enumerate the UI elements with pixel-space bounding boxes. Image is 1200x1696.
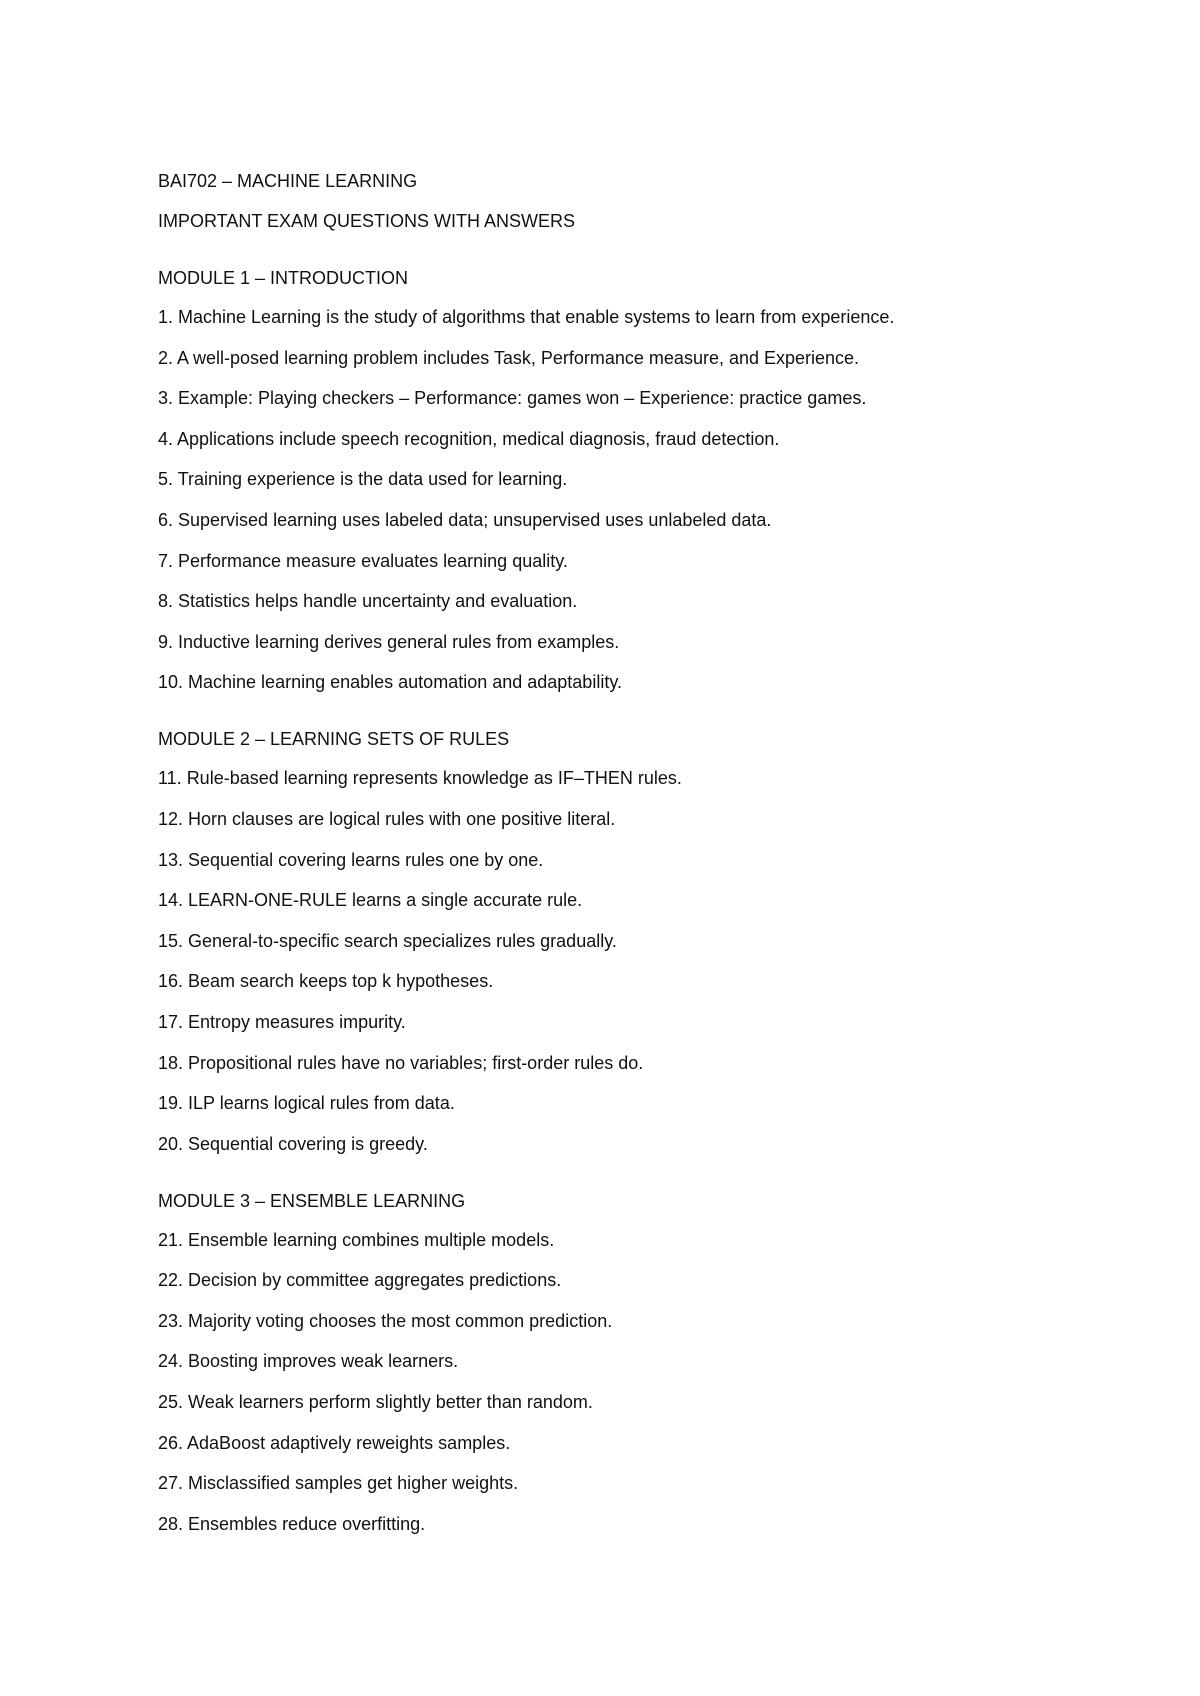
module-1-section [158,267,1118,693]
document-title: BAI702 – MACHINE LEARNING [158,171,418,191]
list-item: 21. Ensemble learning combines multiple models. [158,1229,555,1250]
list-item: 14. LEARN-ONE-RULE learns a single accurate rule. [158,890,583,911]
list-item: 16. Beam search keeps top k hypotheses. [158,971,494,992]
list-item: 8. Statistics helps handle uncertainty and evaluation. [158,591,578,612]
module-2-section [158,728,1118,1154]
list-item: 1. Machine Learning is the study of algorithms that enable systems to learn from experience. [158,307,895,327]
list-item: 19. ILP learns logical rules from data. [158,1093,455,1114]
document-subtitle: IMPORTANT EXAM QUESTIONS WITH ANSWERS [158,211,576,231]
list-item: 18. Propositional rules have no variables; first-order rules do. [158,1052,644,1073]
list-item: 10. Machine learning enables automation and adaptability. [158,672,622,693]
module-heading: MODULE 1 – INTRODUCTION [158,268,409,288]
list-item: 15. General-to-specific search specializes rules gradually. [158,930,617,951]
list-item: 28. Ensembles reduce overfitting. [158,1513,426,1534]
list-item: 5. Training experience is the data used for learning. [158,469,568,490]
list-item: 27. Misclassified samples get higher weights. [158,1473,519,1494]
list-item: 23. Majority voting chooses the most common prediction. [158,1310,613,1331]
module-heading: MODULE 3 – ENSEMBLE LEARNING [158,1190,466,1211]
list-item: 4. Applications include speech recognition, medical diagnosis, fraud detection. [158,428,780,449]
list-item: 24. Boosting improves weak learners. [158,1351,459,1372]
list-item: 11. Rule-based learning represents knowledge as IF–THEN rules. [158,768,682,789]
list-item: 17. Entropy measures impurity. [158,1011,406,1032]
list-item: 3. Example: Playing checkers – Performance: games won – Experience: practice games. [158,388,867,409]
module-3-section [158,1190,1118,1535]
list-item: 25. Weak learners perform slightly better than random. [158,1392,593,1413]
list-item: 2. A well-posed learning problem includes Task, Performance measure, and Experience. [158,347,860,368]
list-item: 22. Decision by committee aggregates predictions. [158,1270,562,1291]
list-item: 13. Sequential covering learns rules one by one. [158,849,544,870]
module-heading: MODULE 2 – LEARNING SETS OF RULES [158,729,510,750]
list-item: 20. Sequential covering is greedy. [158,1133,428,1154]
document-content [158,170,1118,1553]
list-item: 7. Performance measure evaluates learning quality. [158,550,568,571]
list-item: 12. Horn clauses are logical rules with one positive literal. [158,808,616,829]
list-item: 26. AdaBoost adaptively reweights samples. [158,1432,511,1453]
list-item: 9. Inductive learning derives general rules from examples. [158,631,620,652]
list-item: 6. Supervised learning uses labeled data; unsupervised uses unlabeled data. [158,509,772,530]
